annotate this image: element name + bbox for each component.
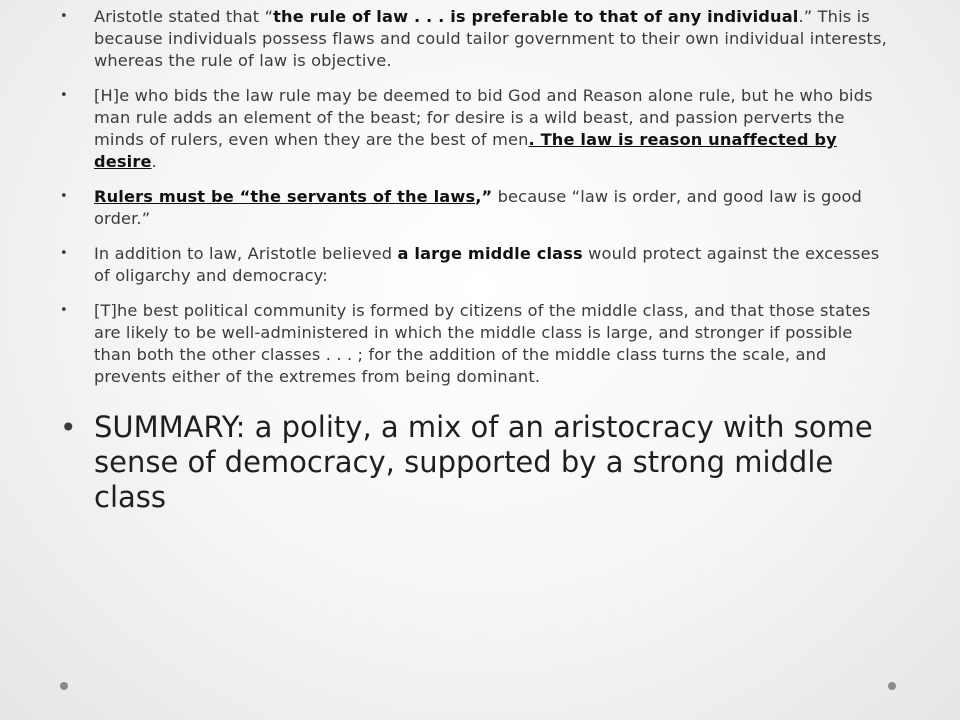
bullet-text: [T]he best political community is formed by citizens of the middle class, and that those states are likely to be well-administered in which the middle class is large, and stronger if possible than both the other classes . . . ; for the addition of the middle class turns the scale, and prevents either of the extremes from being dominant. xyxy=(94,301,871,386)
bullet-text: because “law is order, and good law is good order.” xyxy=(94,187,862,228)
bullet-dot: • xyxy=(60,88,68,103)
bullet-political-community xyxy=(60,300,890,388)
bullet-dot: • xyxy=(60,246,68,261)
corner-dot-right xyxy=(888,682,896,690)
bullet-dot: • xyxy=(60,189,68,204)
bullet-text: In addition to law, Aristotle believed xyxy=(94,244,398,263)
bullet-text: .” This is because individuals possess flaws and could tailor government to their own individual interests, whereas the rule of law is objective. xyxy=(94,7,887,70)
bullet-middle-class xyxy=(60,243,890,287)
bullet-text: Aristotle stated that “ xyxy=(94,7,274,26)
bullet-servants-of-laws xyxy=(60,186,890,230)
bullet-bold-underline: . The law is reason unaffected by desire xyxy=(94,130,837,171)
bullet-rule-of-law xyxy=(60,6,890,72)
bullet-dot: • xyxy=(60,303,68,318)
bullet-text: would protect against the excesses of oligarchy and democracy: xyxy=(94,244,880,285)
bullet-summary xyxy=(60,410,890,515)
bullet-bold-underline: Rulers must be “the servants of the laws xyxy=(94,187,476,206)
summary-text: SUMMARY: a polity, a mix of an aristocracy with some sense of democracy, supported by a strong middle class xyxy=(94,410,873,514)
bullet-bold-quote: the rule of law . . . is preferable to that of any individual xyxy=(273,7,799,26)
bullet-list xyxy=(60,6,890,528)
bullet-text: [H]e who bids the law rule may be deemed to bid God and Reason alone rule, but he who bids man rule adds an element of the beast; for desire is a wild beast, and passion perverts the minds of rulers, even when they are the best of men xyxy=(94,86,873,149)
bullet-beast-quote xyxy=(60,85,890,173)
bullet-bold-phrase: a large middle class xyxy=(397,244,583,263)
bullet-bold-quote: ,” xyxy=(475,187,493,206)
bullet-dot: • xyxy=(60,9,68,24)
bullet-text: . xyxy=(151,152,157,171)
corner-dot-left xyxy=(60,682,68,690)
bullet-dot: • xyxy=(60,411,77,444)
